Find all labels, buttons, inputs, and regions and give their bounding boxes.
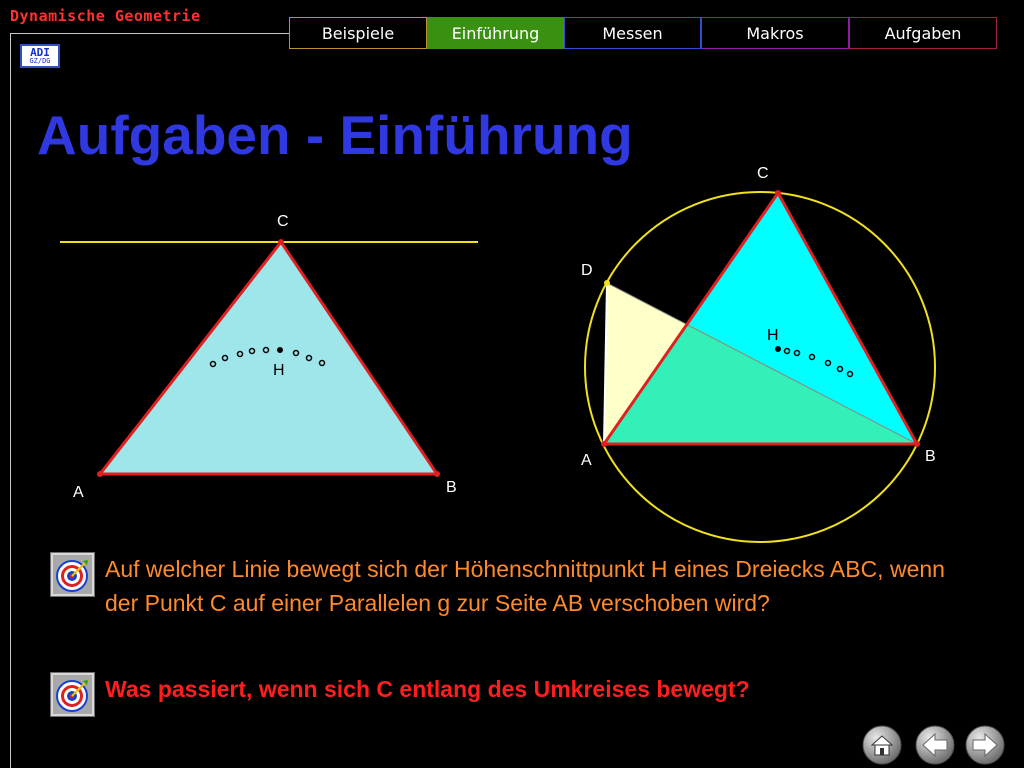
app-title: Dynamische Geometrie bbox=[10, 7, 201, 25]
point-h-left[interactable] bbox=[277, 347, 283, 353]
tab-messen[interactable]: Messen bbox=[564, 17, 701, 49]
label-c-right: C bbox=[757, 165, 769, 182]
tab-makros[interactable]: Makros bbox=[701, 17, 849, 49]
figure-right bbox=[581, 165, 936, 542]
figure-left bbox=[60, 213, 478, 501]
point-b-left[interactable] bbox=[434, 471, 440, 477]
page-title: Aufgaben - Einführung bbox=[37, 104, 633, 166]
point-c-right[interactable] bbox=[775, 190, 781, 196]
logo-text: ADI bbox=[30, 46, 50, 59]
label-b-left: B bbox=[446, 479, 457, 496]
tab-einfuehrung[interactable]: Einführung bbox=[427, 17, 564, 49]
target-icon[interactable] bbox=[50, 672, 95, 717]
arrow-right-icon[interactable] bbox=[965, 725, 1005, 765]
point-d-right[interactable] bbox=[604, 280, 610, 286]
tab-beispiele[interactable]: Beispiele bbox=[289, 17, 427, 49]
question-1-text: Auf welcher Linie bewegt sich der Höhenschnittpunkt H eines Dreiecks ABC, wenn der Punkt C auf einer Parallelen g zur Seite AB verschoben wird? bbox=[105, 556, 945, 616]
home-icon[interactable] bbox=[862, 725, 902, 765]
point-c-left[interactable] bbox=[278, 239, 284, 245]
target-icon[interactable] bbox=[50, 552, 95, 597]
logo-subtext: GZ/DG bbox=[29, 57, 51, 65]
question-1 bbox=[50, 552, 945, 620]
point-b-right[interactable] bbox=[914, 441, 920, 447]
label-b-right: B bbox=[925, 448, 936, 465]
label-d-right: D bbox=[581, 262, 593, 279]
point-a-right[interactable] bbox=[601, 441, 607, 447]
label-a-right: A bbox=[581, 452, 592, 469]
label-c-left: C bbox=[277, 213, 289, 230]
label-a-left: A bbox=[73, 484, 84, 501]
question-2 bbox=[50, 672, 750, 717]
label-h-right: H bbox=[767, 327, 779, 344]
question-2-text: Was passiert, wenn sich C entlang des Umkreises bewegt? bbox=[105, 676, 750, 702]
tab-aufgaben[interactable]: Aufgaben bbox=[849, 17, 997, 49]
label-h-left: H bbox=[273, 362, 285, 379]
point-a-left[interactable] bbox=[97, 471, 103, 477]
triangle-abc bbox=[100, 242, 437, 474]
point-h-right[interactable] bbox=[775, 346, 781, 352]
arrow-left-icon[interactable] bbox=[915, 725, 955, 765]
